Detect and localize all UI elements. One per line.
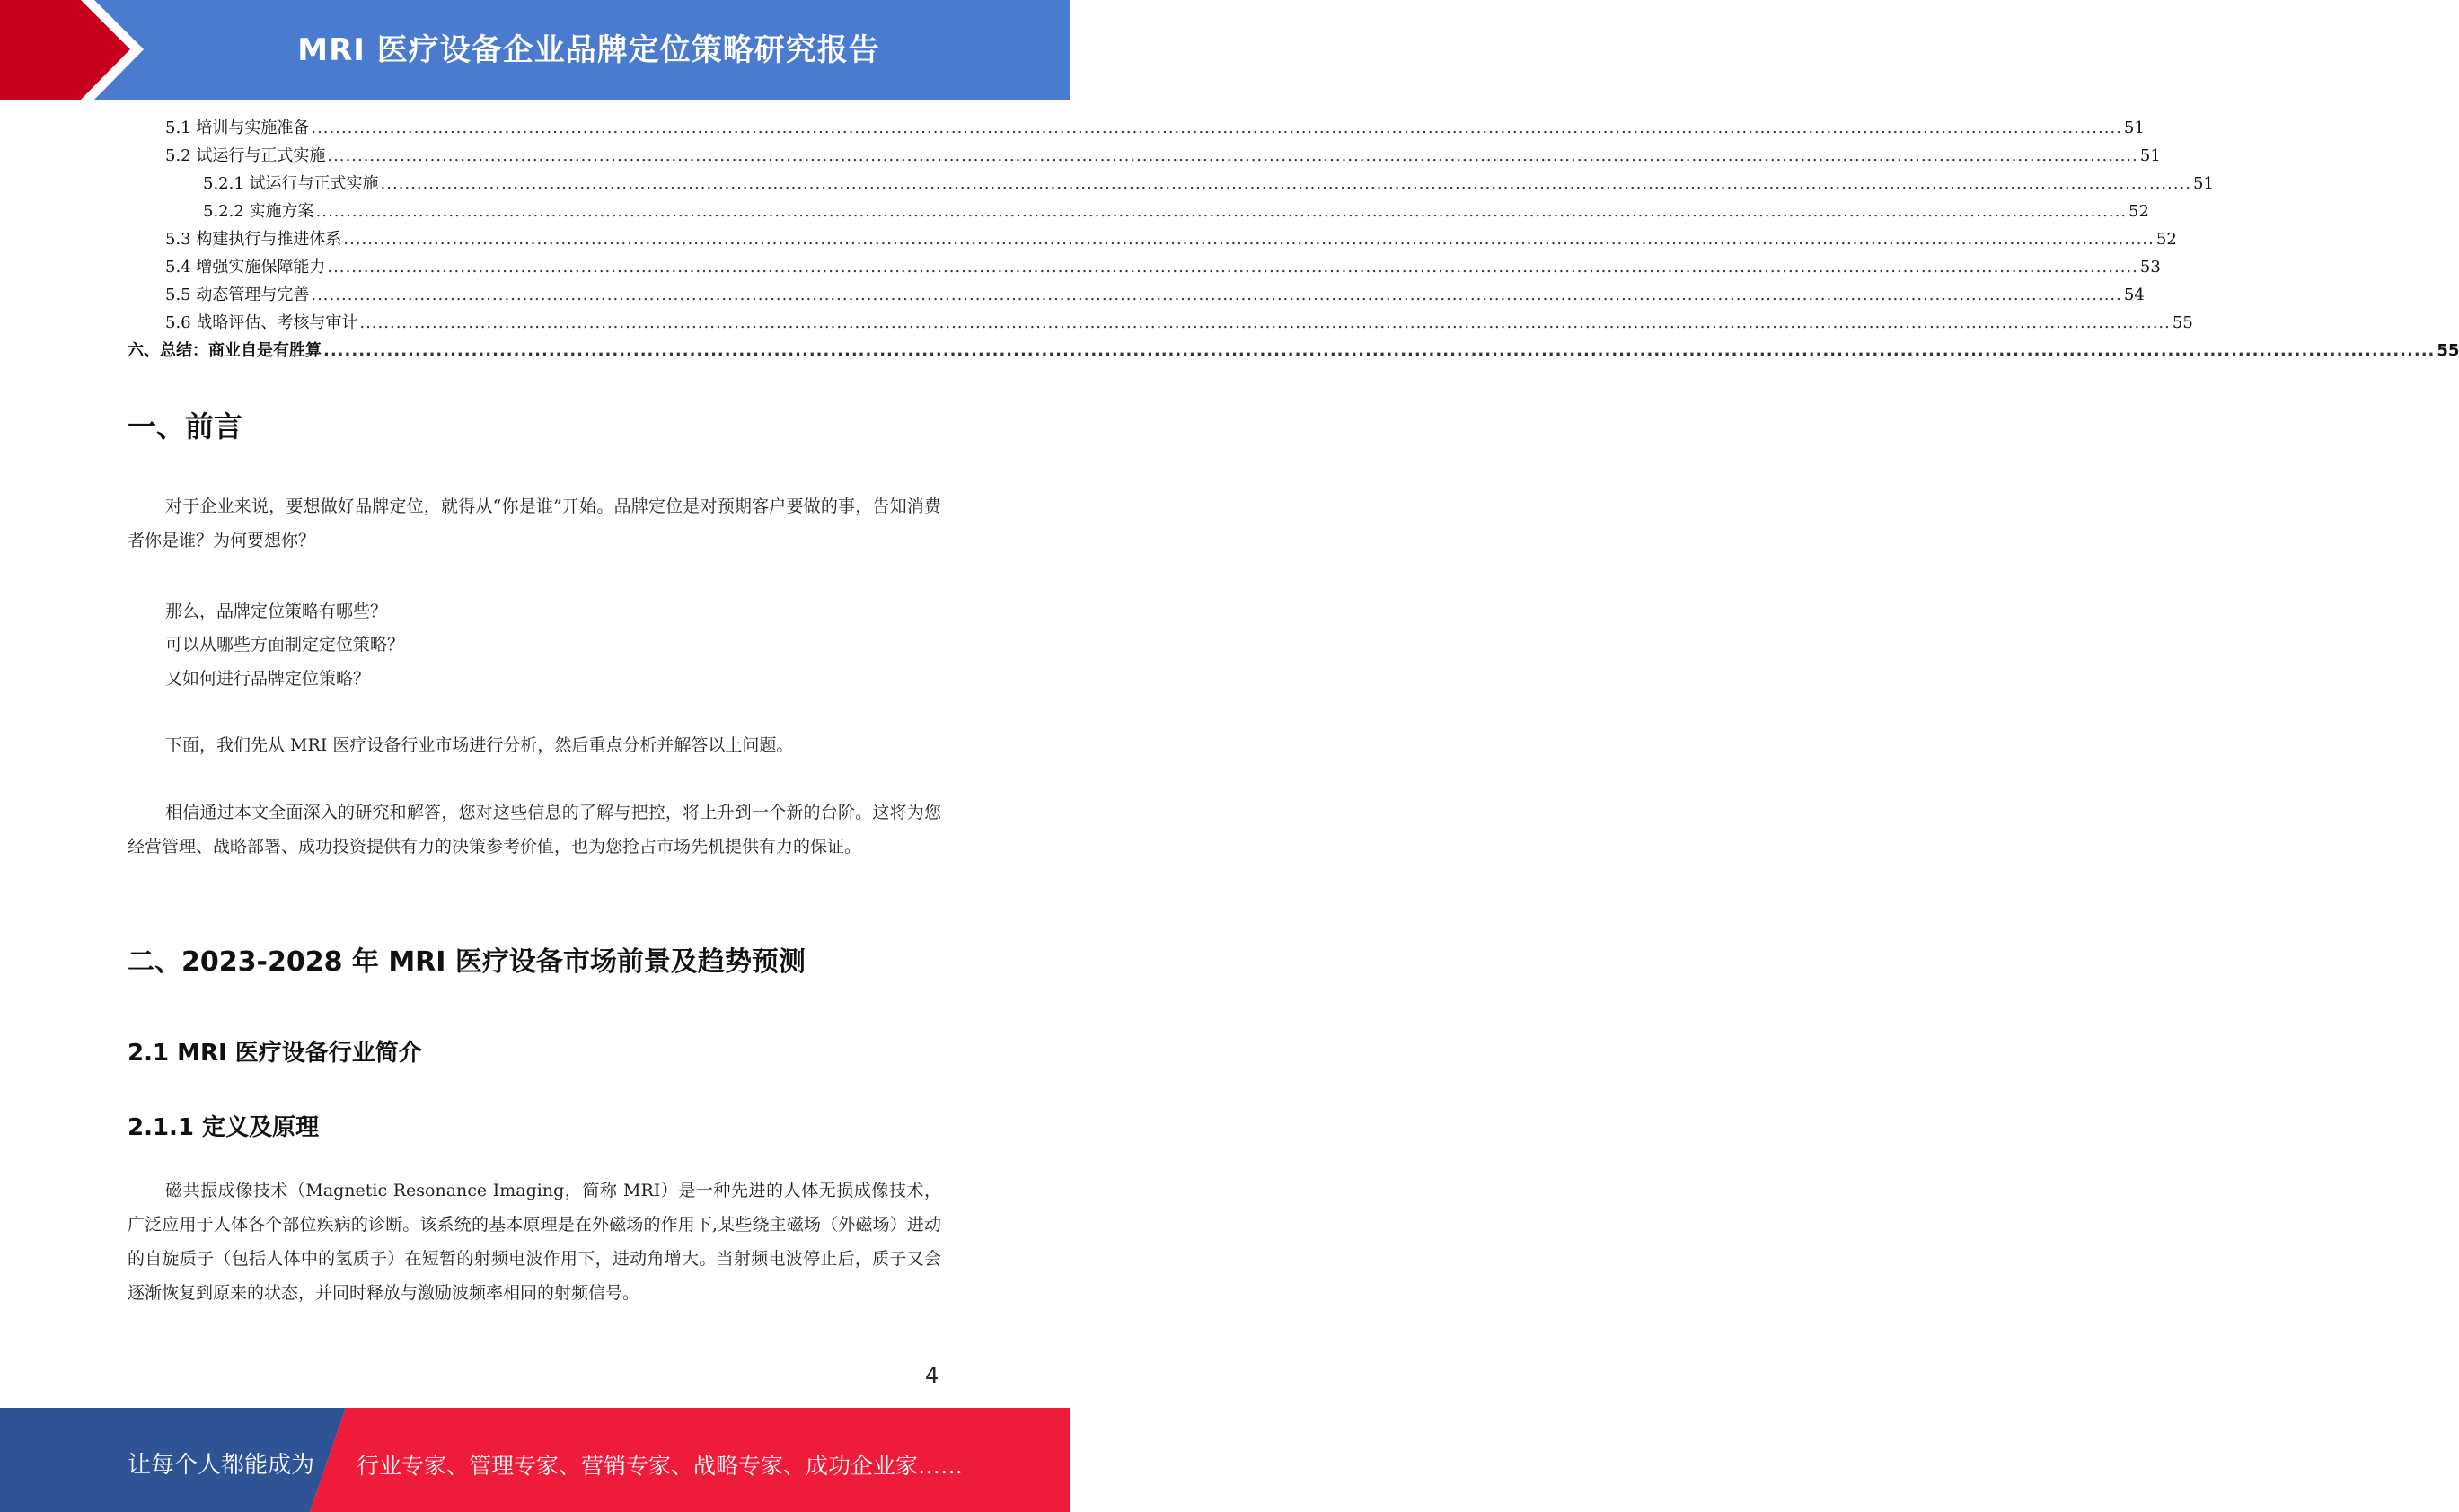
toc-entry-page: 52: [2155, 230, 2177, 249]
question-line-1: 那么，品牌定位策略有哪些？: [165, 602, 388, 621]
toc-entry[interactable]: [128, 143, 2161, 171]
toc-entry[interactable]: [128, 226, 2177, 254]
toc-entry-page: 51: [2193, 174, 2214, 193]
toc-entry-title: 5.4 增强实施保障能力: [165, 258, 326, 277]
toc-entry-page: 51: [2123, 119, 2145, 137]
question-line-3: 又如何进行品牌定位策略？: [165, 669, 371, 689]
toc-entry-title: 5.5 动态管理与完善: [165, 286, 310, 304]
section-heading-preface: 一、前言: [128, 409, 243, 444]
toc-entry[interactable]: [128, 198, 2149, 226]
toc-entry-page: 52: [2128, 202, 2149, 221]
toc-entry-title: 5.3 构建执行与推进体系: [165, 230, 342, 249]
toc-entry-title: 5.1 培训与实施准备: [165, 119, 310, 137]
preface-paragraph-1: 对于企业来说，要想做好品牌定位，就得从“你是谁”开始。品牌定位是对预期客户要做的事，告知消费者你是谁？为何要想你？: [128, 497, 941, 550]
toc-leader-dots: ............................................................................................................................................................................................................................................................................................................: [343, 230, 2155, 249]
subsection-heading-intro: 2.1 MRI 医疗设备行业简介: [128, 1040, 422, 1067]
toc-entry-page: 55: [2172, 313, 2193, 332]
subsection-heading-definition: 2.1.1 定义及原理: [128, 1114, 320, 1141]
toc-entry-title: 六、总结：商业自是有胜算: [128, 341, 322, 360]
toc-leader-dots: ............................................................................................................................................................................................................................................................................................................: [327, 258, 2138, 277]
toc-leader-dots: ............................................................................................................................................................................................................................................................................................................: [380, 174, 2192, 193]
definition-paragraph: 磁共振成像技术（Magnetic Resonance Imaging，简称 MRI）是一种先进的人体无损成像技术，广泛应用于人体各个部位疾病的诊断。该系统的基本原理是在外磁场的作用下,某些绕主磁场（外磁场）进动的自旋质子（包括人体中的氢质子）在短暂的射频电波作用下，进动角增大。当射频电波停止后，质子又会逐渐恢复到原来的状态，并同时释放与激励波频率相同的射频信号。: [128, 1181, 941, 1303]
page-header: [0, 0, 1070, 100]
toc-entry[interactable]: [128, 282, 2145, 310]
section-heading-market: 二、2023-2028 年 MRI 医疗设备市场前景及趋势预测: [128, 946, 806, 978]
toc-entry-title: 5.2.2 实施方案: [203, 202, 314, 221]
toc-entry[interactable]: [128, 115, 2145, 143]
header-title: MRI 医疗设备企业品牌定位策略研究报告: [297, 32, 880, 68]
toc-entry-page: 53: [2139, 258, 2161, 277]
toc-entry-page: 55: [2437, 341, 2459, 360]
toc-leader-dots: ............................................................................................................................................................................................................................................................................................................: [315, 202, 2128, 221]
toc-leader-dots: ............................................................................................................................................................................................................................................................................................................: [311, 119, 2122, 137]
toc-entry[interactable]: [128, 254, 2161, 282]
toc-entry[interactable]: [128, 171, 2214, 198]
footer-slogan-left: 让每个人都能成为: [128, 1452, 315, 1479]
table-of-contents: [128, 115, 2459, 365]
toc-entry-title: 5.2 试运行与正式实施: [165, 146, 326, 165]
question-line-2: 可以从哪些方面制定定位策略？: [165, 635, 405, 655]
toc-leader-dots: ............................................................................................................................................................................................................................................................................................................: [359, 313, 2171, 332]
toc-leader-dots: ............................................................................................................................................................................................................................................................................................................: [323, 341, 2436, 360]
toc-entry-page: 51: [2139, 146, 2161, 165]
page-number: 4: [925, 1363, 939, 1388]
toc-entry-title: 5.2.1 试运行与正式实施: [203, 174, 379, 193]
toc-leader-dots: ............................................................................................................................................................................................................................................................................................................: [327, 146, 2138, 165]
page-footer: [0, 1408, 1070, 1512]
toc-entry[interactable]: [128, 338, 2459, 365]
toc-entry-page: 54: [2123, 286, 2145, 304]
footer-slogan-right: 行业专家、管理专家、营销专家、战略专家、成功企业家……: [357, 1453, 964, 1479]
toc-entry-title: 5.6 战略评估、考核与审计: [165, 313, 358, 332]
toc-entry[interactable]: [128, 310, 2193, 338]
toc-leader-dots: ............................................................................................................................................................................................................................................................................................................: [311, 286, 2122, 304]
preface-paragraph-3: 相信通过本文全面深入的研究和解答，您对这些信息的了解与把控，将上升到一个新的台阶。这将为您经营管理、战略部署、成功投资提供有力的决策参考价值，也为您抢占市场先机提供有力的保证。: [128, 803, 941, 857]
preface-paragraph-2: 下面，我们先从 MRI 医疗设备行业市场进行分析，然后重点分析并解答以上问题。: [165, 735, 794, 755]
